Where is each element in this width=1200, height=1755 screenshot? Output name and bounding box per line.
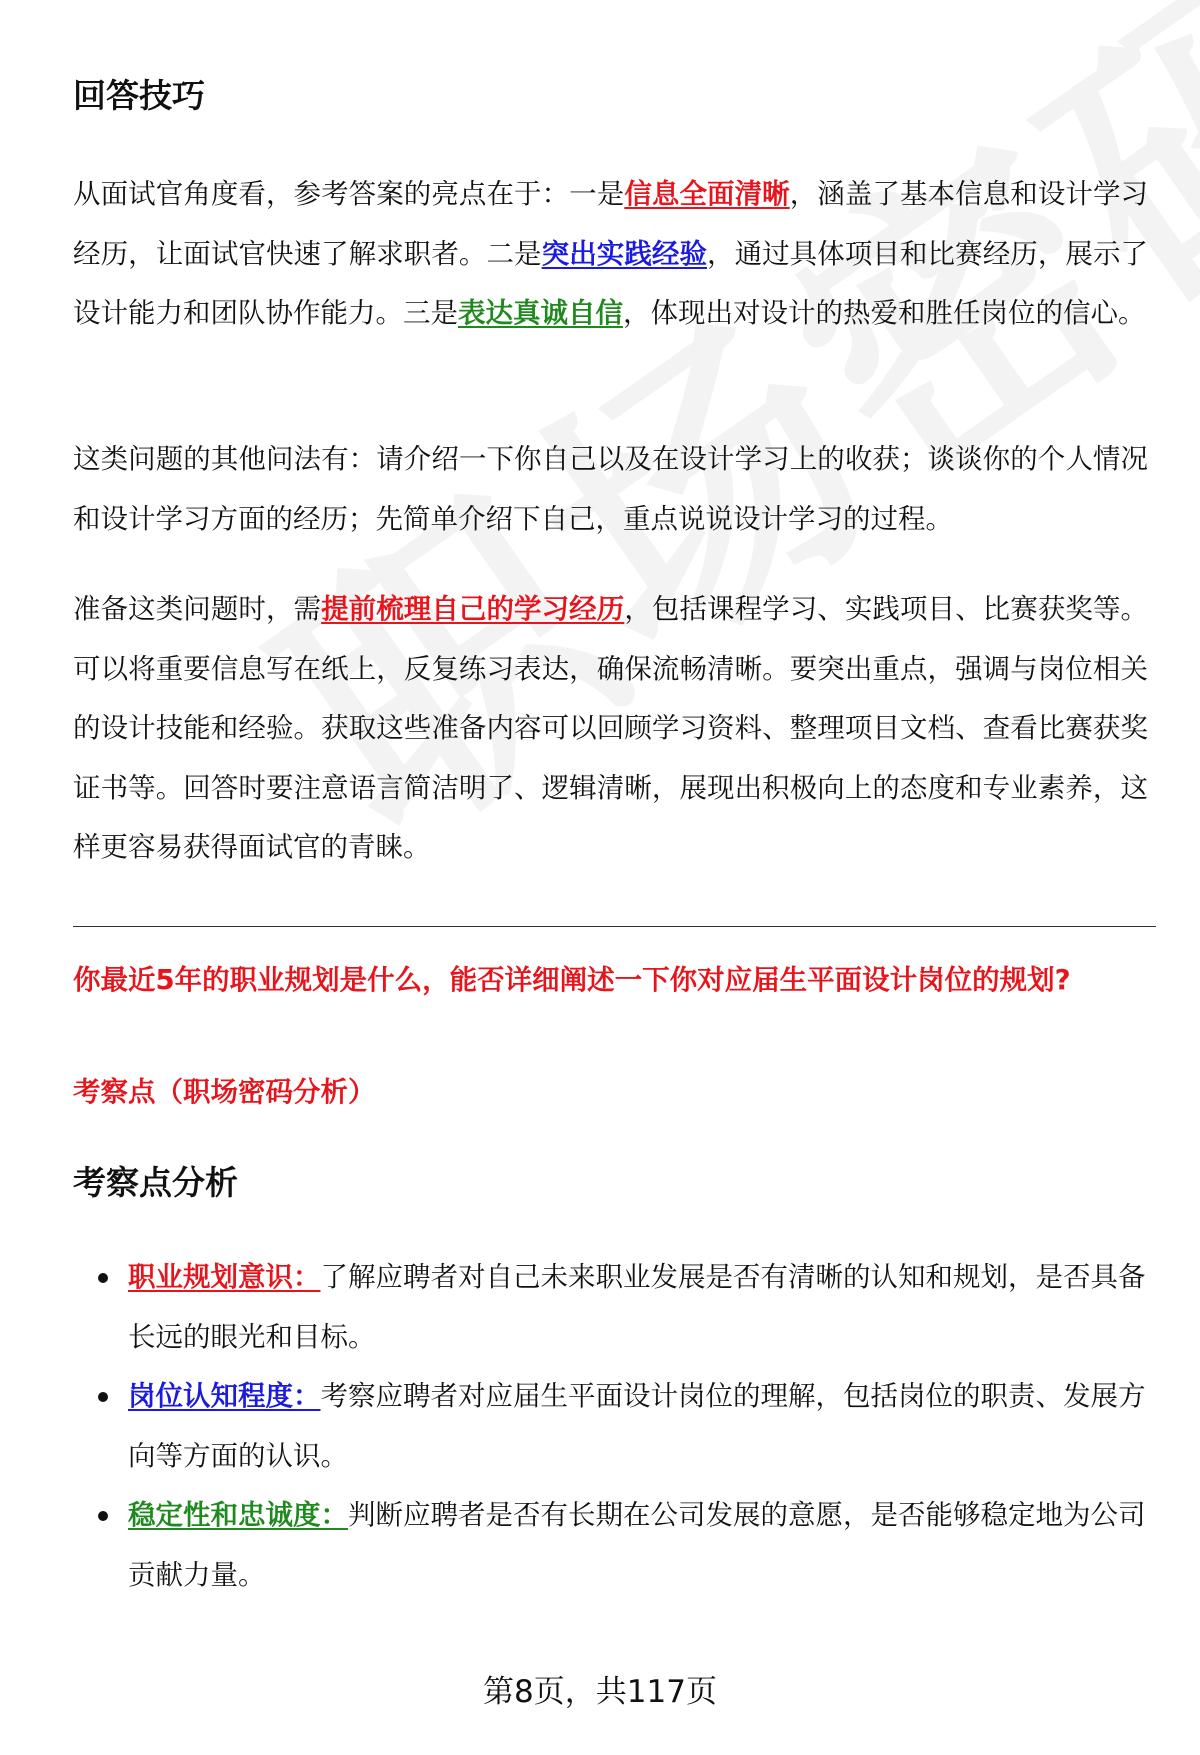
section-heading-tips: 回答技巧 (73, 76, 205, 115)
assessment-subheading: 考察点（职场密码分析） (73, 1076, 376, 1108)
point-label: 岗位认知程度： (128, 1380, 321, 1412)
text-span: ，体现出对设计的热爱和胜任岗位的信心。 (623, 297, 1146, 329)
tips-paragraph-alternatives: 这类问题的其他问法有：请介绍一下你自己以及在设计学习上的收获；谈谈你的个人情况和设计学习方面的经历；先简单介绍下自己，重点说说设计学习的过程。 (73, 443, 1148, 535)
bullet-icon (98, 1511, 108, 1521)
tips-paragraph-preparation (73, 580, 1148, 878)
bullet-icon (98, 1392, 108, 1402)
tips-paragraph-highlights (73, 165, 1148, 344)
list-item (73, 1367, 1153, 1486)
bullet-icon (98, 1273, 108, 1283)
analysis-list (73, 1248, 1153, 1605)
list-item (73, 1486, 1153, 1605)
text-span: ，包括课程学习、实践项目、比赛获奖等。可以将重要信息写在纸上，反复练习表达，确保流畅清晰。要突出重点，强调与岗位相关的设计技能和经验。获取这些准备内容可以回顾学习资料、整理项目文档、查看比赛获奖证书等。回答时要注意语言简洁明了、逻辑清晰，展现出积极向上的态度和专业素养，这样更容易获得面试官的青睐。 (73, 593, 1149, 863)
text-span: ，通过具体项目和比赛经历，展示了设计能力和团队协作能力。三是 (73, 237, 1149, 329)
section-heading-analysis: 考察点分析 (73, 1163, 238, 1202)
section-divider (73, 926, 1156, 927)
highlight-confidence: 表达真诚自信 (458, 297, 623, 329)
text-span: ，涵盖了基本信息和设计学习经历，让面试官快速了解求职者。二是 (73, 178, 1149, 270)
highlight-practice: 突出实践经验 (541, 237, 708, 270)
list-item (73, 1248, 1153, 1367)
point-label: 稳定性和忠诚度： (128, 1499, 348, 1531)
highlight-review-history: 提前梳理自己的学习经历 (321, 593, 625, 625)
point-text: 了解应聘者对自己未来职业发展是否有清晰的认知和规划，是否具备长远的眼光和目标。 (128, 1261, 1146, 1353)
point-label: 职业规划意识： (128, 1261, 321, 1293)
text-span: 从面试官角度看，参考答案的亮点在于：一是 (73, 178, 625, 210)
text-span: 准备这类问题时，需 (73, 593, 322, 625)
point-text: 判断应聘者是否有长期在公司发展的意愿，是否能够稳定地为公司贡献力量。 (128, 1499, 1146, 1591)
page-number: 第8页，共117页 (483, 1674, 717, 1710)
point-text: 考察应聘者对应届生平面设计岗位的理解，包括岗位的职责、发展方向等方面的认识。 (128, 1380, 1146, 1472)
highlight-info-clear: 信息全面清晰 (624, 178, 790, 210)
interview-question: 你最近5年的职业规划是什么，能否详细阐述一下你对应届生平面设计岗位的规划? (73, 964, 1071, 996)
